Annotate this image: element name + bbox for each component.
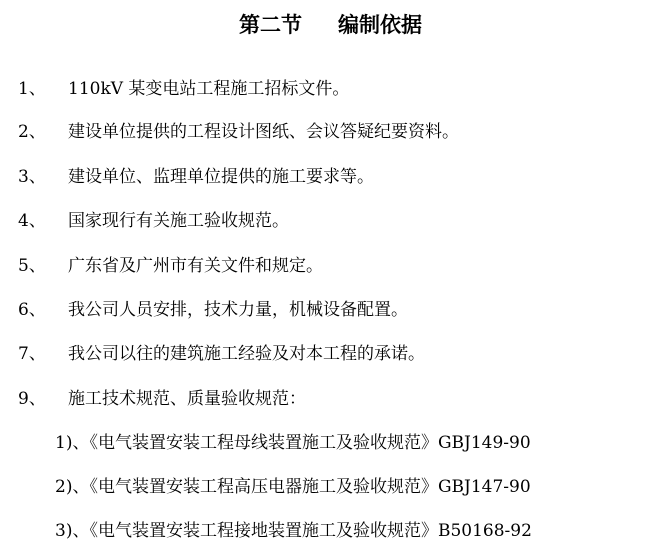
list-item-number: 7、 xyxy=(18,344,46,364)
list-item-number: 9、 xyxy=(18,389,46,409)
list-item xyxy=(18,75,349,103)
list-item-text: 建设单位、监理单位提供的施工要求等。 xyxy=(68,167,374,187)
list-item-number: 2、 xyxy=(18,122,46,142)
list-item xyxy=(18,118,459,146)
list-item-number: 1、 xyxy=(18,79,46,99)
list-item-text: 我公司人员安排，技术力量，机械设备配置。 xyxy=(68,300,408,320)
list-item-number: 3、 xyxy=(18,167,46,187)
section-heading xyxy=(0,10,661,40)
sub-list-item: 1)、《电气装置安装工程母线装置施工及验收规范》GBJ149-90 xyxy=(55,433,531,453)
list-item xyxy=(18,296,408,324)
list-item-text: 国家现行有关施工验收规范。 xyxy=(68,211,289,231)
list-item-text: 广东省及广州市有关文件和规定。 xyxy=(68,256,323,276)
list-item xyxy=(18,340,425,368)
section-number: 第二节 xyxy=(239,13,302,37)
list-item-text: 我公司以往的建筑施工经验及对本工程的承诺。 xyxy=(68,344,425,364)
list-item-text: 110kV 某变电站工程施工招标文件。 xyxy=(68,79,350,99)
list-item-text: 建设单位提供的工程设计图纸、会议答疑纪要资料。 xyxy=(68,122,459,142)
list-item xyxy=(18,385,306,413)
list-item xyxy=(18,252,323,280)
list-item xyxy=(18,207,289,235)
list-item-number: 4、 xyxy=(18,211,46,231)
section-title: 编制依据 xyxy=(338,13,422,37)
list-item-text: 施工技术规范、质量验收规范： xyxy=(68,389,306,409)
list-item-number: 5、 xyxy=(18,256,46,276)
sub-list-item: 3)、《电气装置安装工程接地装置施工及验收规范》B50168-92 xyxy=(55,521,532,541)
sub-list-item: 2)、《电气装置安装工程高压电器施工及验收规范》GBJ147-90 xyxy=(55,477,531,497)
list-item xyxy=(18,163,374,191)
list-item-number: 6、 xyxy=(18,300,46,320)
